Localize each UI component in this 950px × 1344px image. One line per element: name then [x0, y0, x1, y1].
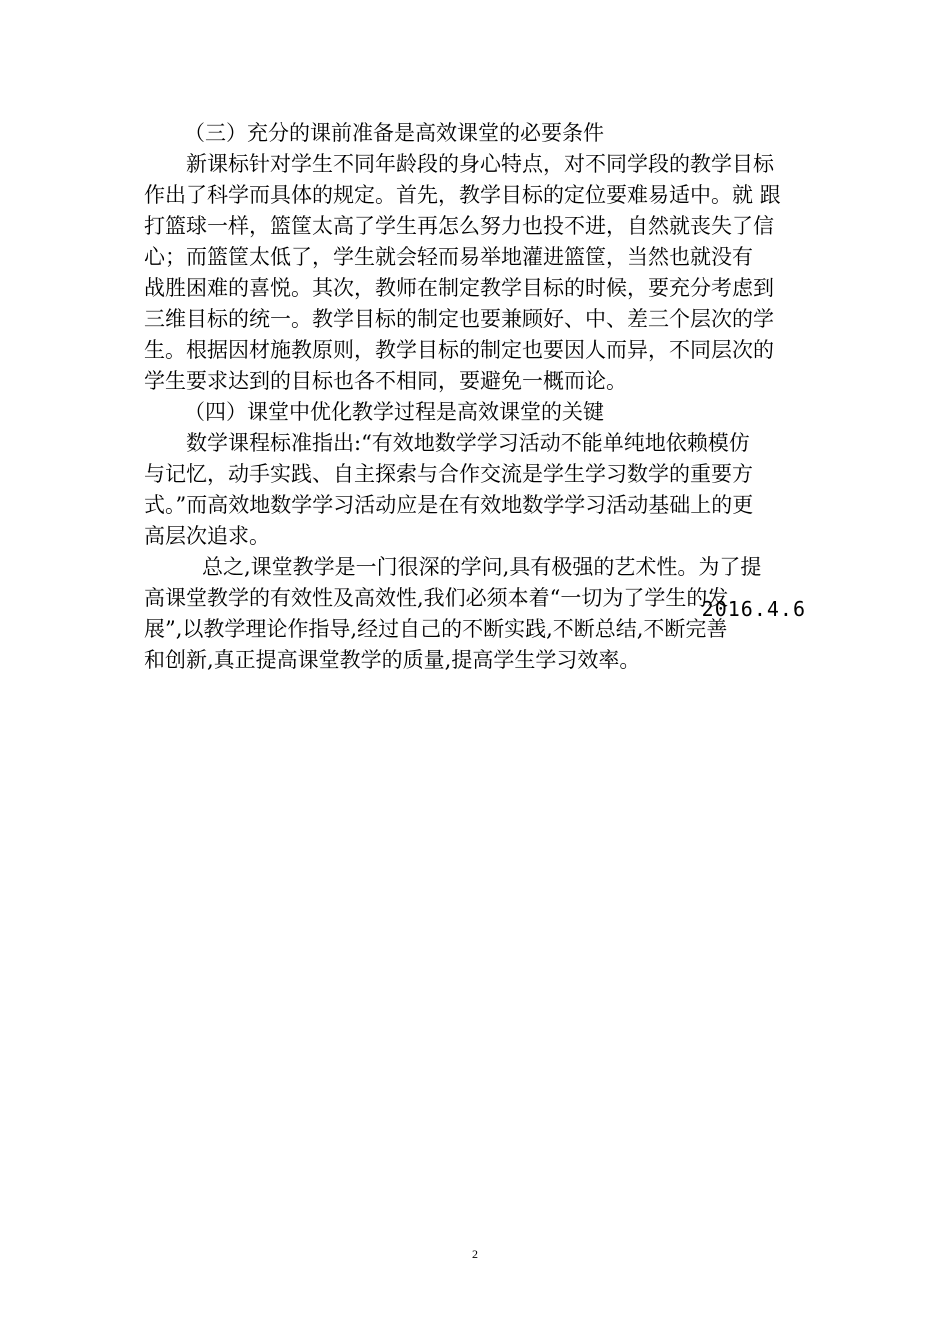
paragraph-line: 心；而篮筐太低了，学生就会轻而易举地灌进篮筐，当然也就没有	[144, 245, 753, 269]
summary-line: 和创新,真正提高课堂教学的质量,提高学生学习效率。	[144, 648, 641, 672]
paragraph-line: 数学课程标准指出:“有效地数学学习活动不能单纯地依赖模仿	[186, 431, 750, 455]
paragraph-line: 与记忆，动手实践、自主探索与合作交流是学生学习数学的重要方	[144, 462, 753, 486]
summary-line: 展”,以教学理论作指导,经过自己的不断实践,不断总结,不断完善	[144, 617, 728, 641]
document-date: 2016.4.6	[701, 597, 806, 621]
paragraph-line: 新课标针对学生不同年龄段的身心特点，对不同学段的教学目标	[186, 152, 774, 176]
paragraph-line: 生。根据因材施教原则，教学目标的制定也要因人而异，不同层次的	[144, 338, 774, 362]
paragraph-line: 高层次追求。	[144, 524, 270, 548]
paragraph-line: 打篮球一样，篮筐太高了学生再怎么努力也投不进，自然就丧失了信	[144, 214, 774, 238]
section-heading-4: （四）课堂中优化教学过程是高效课堂的关键	[184, 400, 604, 424]
document-body	[144, 118, 808, 676]
summary-line: 高课堂教学的有效性及高效性,我们必须本着“一切为了学生的发	[144, 586, 729, 610]
paragraph-line: 战胜困难的喜悦。其次，教师在制定教学目标的时候，要充分考虑到	[144, 276, 774, 300]
paragraph-line: 三维目标的统一。教学目标的制定也要兼顾好、中、差三个层次的学	[144, 307, 774, 331]
section-heading-3: （三）充分的课前准备是高效课堂的必要条件	[184, 121, 604, 145]
page-number: 2	[472, 1247, 478, 1261]
paragraph-line: 式。”而高效地数学学习活动应是在有效地数学学习活动基础上的更	[144, 493, 754, 517]
summary-line: 总之,课堂教学是一门很深的学问,具有极强的艺术性。为了提	[202, 555, 762, 579]
paragraph-line: 学生要求达到的目标也各不相同，要避免一概而论。	[144, 369, 627, 393]
paragraph-line: 作出了科学而具体的规定。首先，教学目标的定位要难易适中。就 跟	[144, 183, 781, 207]
